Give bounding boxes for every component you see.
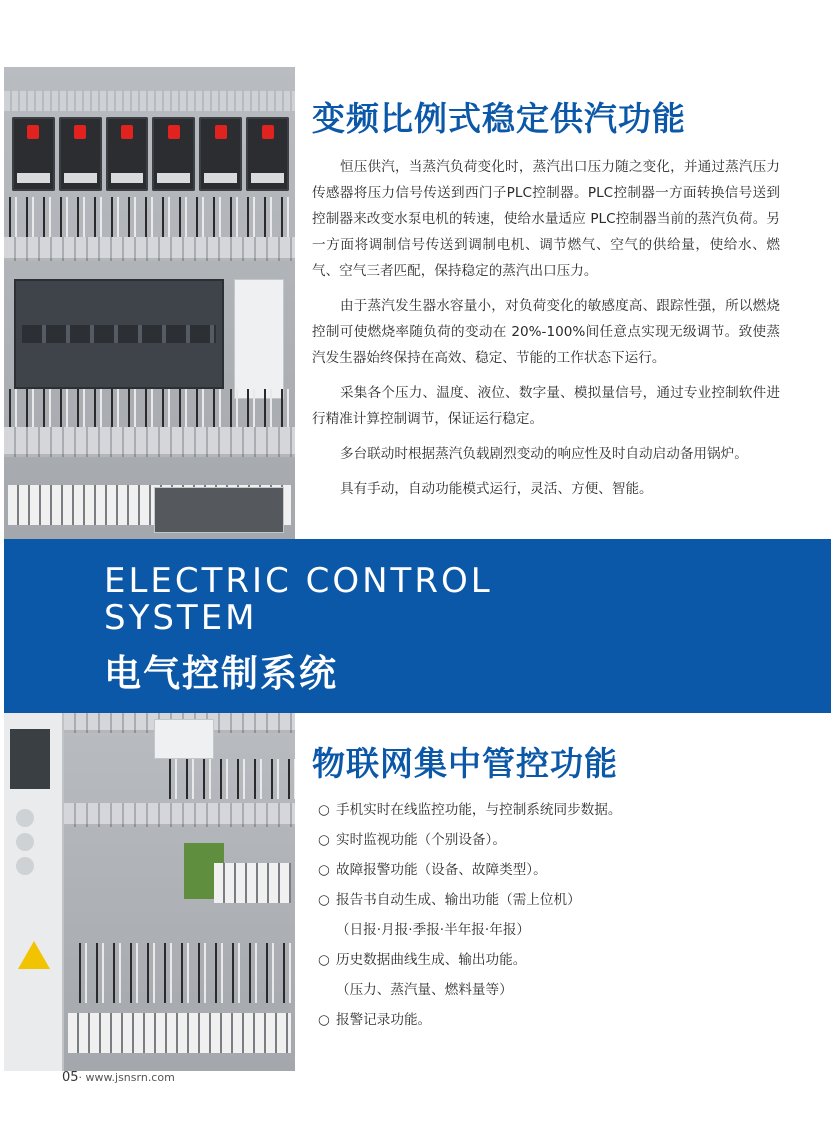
relay-row: [154, 487, 284, 533]
list-item: ○ 报警记录功能。: [318, 1005, 621, 1035]
circle-bullet-icon: ○: [318, 892, 330, 908]
plc-controller: [14, 279, 224, 389]
circle-bullet-icon: ○: [318, 1012, 330, 1028]
section-banner: [4, 539, 831, 713]
circle-bullet-icon: ○: [318, 832, 330, 848]
paragraph: 恒压供汽，当蒸汽负荷变化时，蒸汽出口压力随之变化，并通过蒸汽压力传感器将压力信号传送到西门子PLC控制器。PLC控制器一方面转换信号送到控制器来改变水泵电机的转速，使给水量适应 PLC控制器当前的蒸汽负荷。另一方面将调制信号传送到调制电机、调节燃气、空气的供给量，使给水、燃气、空气三者匹配，保持稳定的蒸汽出口压力。: [312, 159, 780, 279]
control-cabinet-photo-bottom: [4, 713, 295, 1071]
terminal-block: [68, 1013, 291, 1053]
cable-duct: [4, 237, 295, 261]
breaker: [106, 117, 149, 191]
warning-icon: [18, 941, 50, 969]
terminal-block: [214, 863, 291, 903]
control-cabinet-photo-top: [4, 67, 295, 539]
footer-separator: ·: [78, 1071, 83, 1084]
page-footer: [62, 1070, 175, 1085]
module: [154, 719, 214, 759]
list-item: ○ 历史数据曲线生成、输出功能。: [318, 945, 621, 975]
hmi-panel: [4, 713, 64, 1071]
paragraph: 具有手动，自动功能模式运行，灵活、方便、智能。: [340, 481, 653, 497]
breaker: [12, 117, 55, 191]
wiring: [164, 759, 295, 799]
din-rail: [4, 91, 295, 111]
breaker-row: [12, 117, 289, 191]
cable-duct: [64, 803, 295, 827]
list-item: ○ 手机实时在线监控功能，与控制系统同步数据。: [318, 795, 621, 825]
list-item: ○ 故障报警功能（设备、故障类型）。: [318, 855, 621, 885]
list-item: ○ 实时监视功能（个别设备）。: [318, 825, 621, 855]
circle-bullet-icon: ○: [318, 862, 330, 878]
paragraph: 采集各个压力、温度、液位、数字量、模拟量信号，通过专业控制软件进行精准计算控制调节，保证运行稳定。: [312, 385, 780, 427]
section-body: [312, 154, 780, 511]
wiring: [74, 943, 295, 1003]
feature-list: [318, 795, 621, 1035]
banner-english-title: ELECTRIC CONTROL SYSTEM: [104, 561, 493, 638]
breaker: [246, 117, 289, 191]
list-item: ○ 报告书自动生成、输出功能（需上位机）: [318, 885, 621, 915]
list-item-note: （压力、蒸汽量、燃料量等）: [336, 982, 513, 998]
section-title-iot: 物联网集中管控功能: [312, 744, 618, 783]
banner-chinese-title: 电气控制系统: [104, 652, 338, 695]
paragraph: 多台联动时根据蒸汽负载剧烈变动的响应性及时自动启动备用锅炉。: [340, 446, 748, 462]
website-url: www.jsnsrn.com: [85, 1071, 175, 1084]
wiring: [4, 197, 295, 237]
circle-bullet-icon: ○: [318, 802, 330, 818]
breaker: [59, 117, 102, 191]
breaker: [152, 117, 195, 191]
page-number: 05: [62, 1070, 79, 1085]
circle-bullet-icon: ○: [318, 952, 330, 968]
module: [234, 279, 284, 399]
list-item-note: （日报·月报·季报·半年报·年报）: [336, 922, 531, 938]
section-title-steam-supply: 变频比例式稳定供汽功能: [312, 99, 686, 138]
breaker: [199, 117, 242, 191]
cable-duct: [4, 447, 295, 457]
paragraph: 由于蒸汽发生器水容量小，对负荷变化的敏感度高、跟踪性强，所以燃烧控制可使燃烧率随负荷的变动在 20%-100%间任意点实现无级调节。致使蒸汽发生器始终保持在高效、稳定、节能的工作状态下运行。: [312, 298, 780, 366]
wiring: [4, 389, 295, 427]
